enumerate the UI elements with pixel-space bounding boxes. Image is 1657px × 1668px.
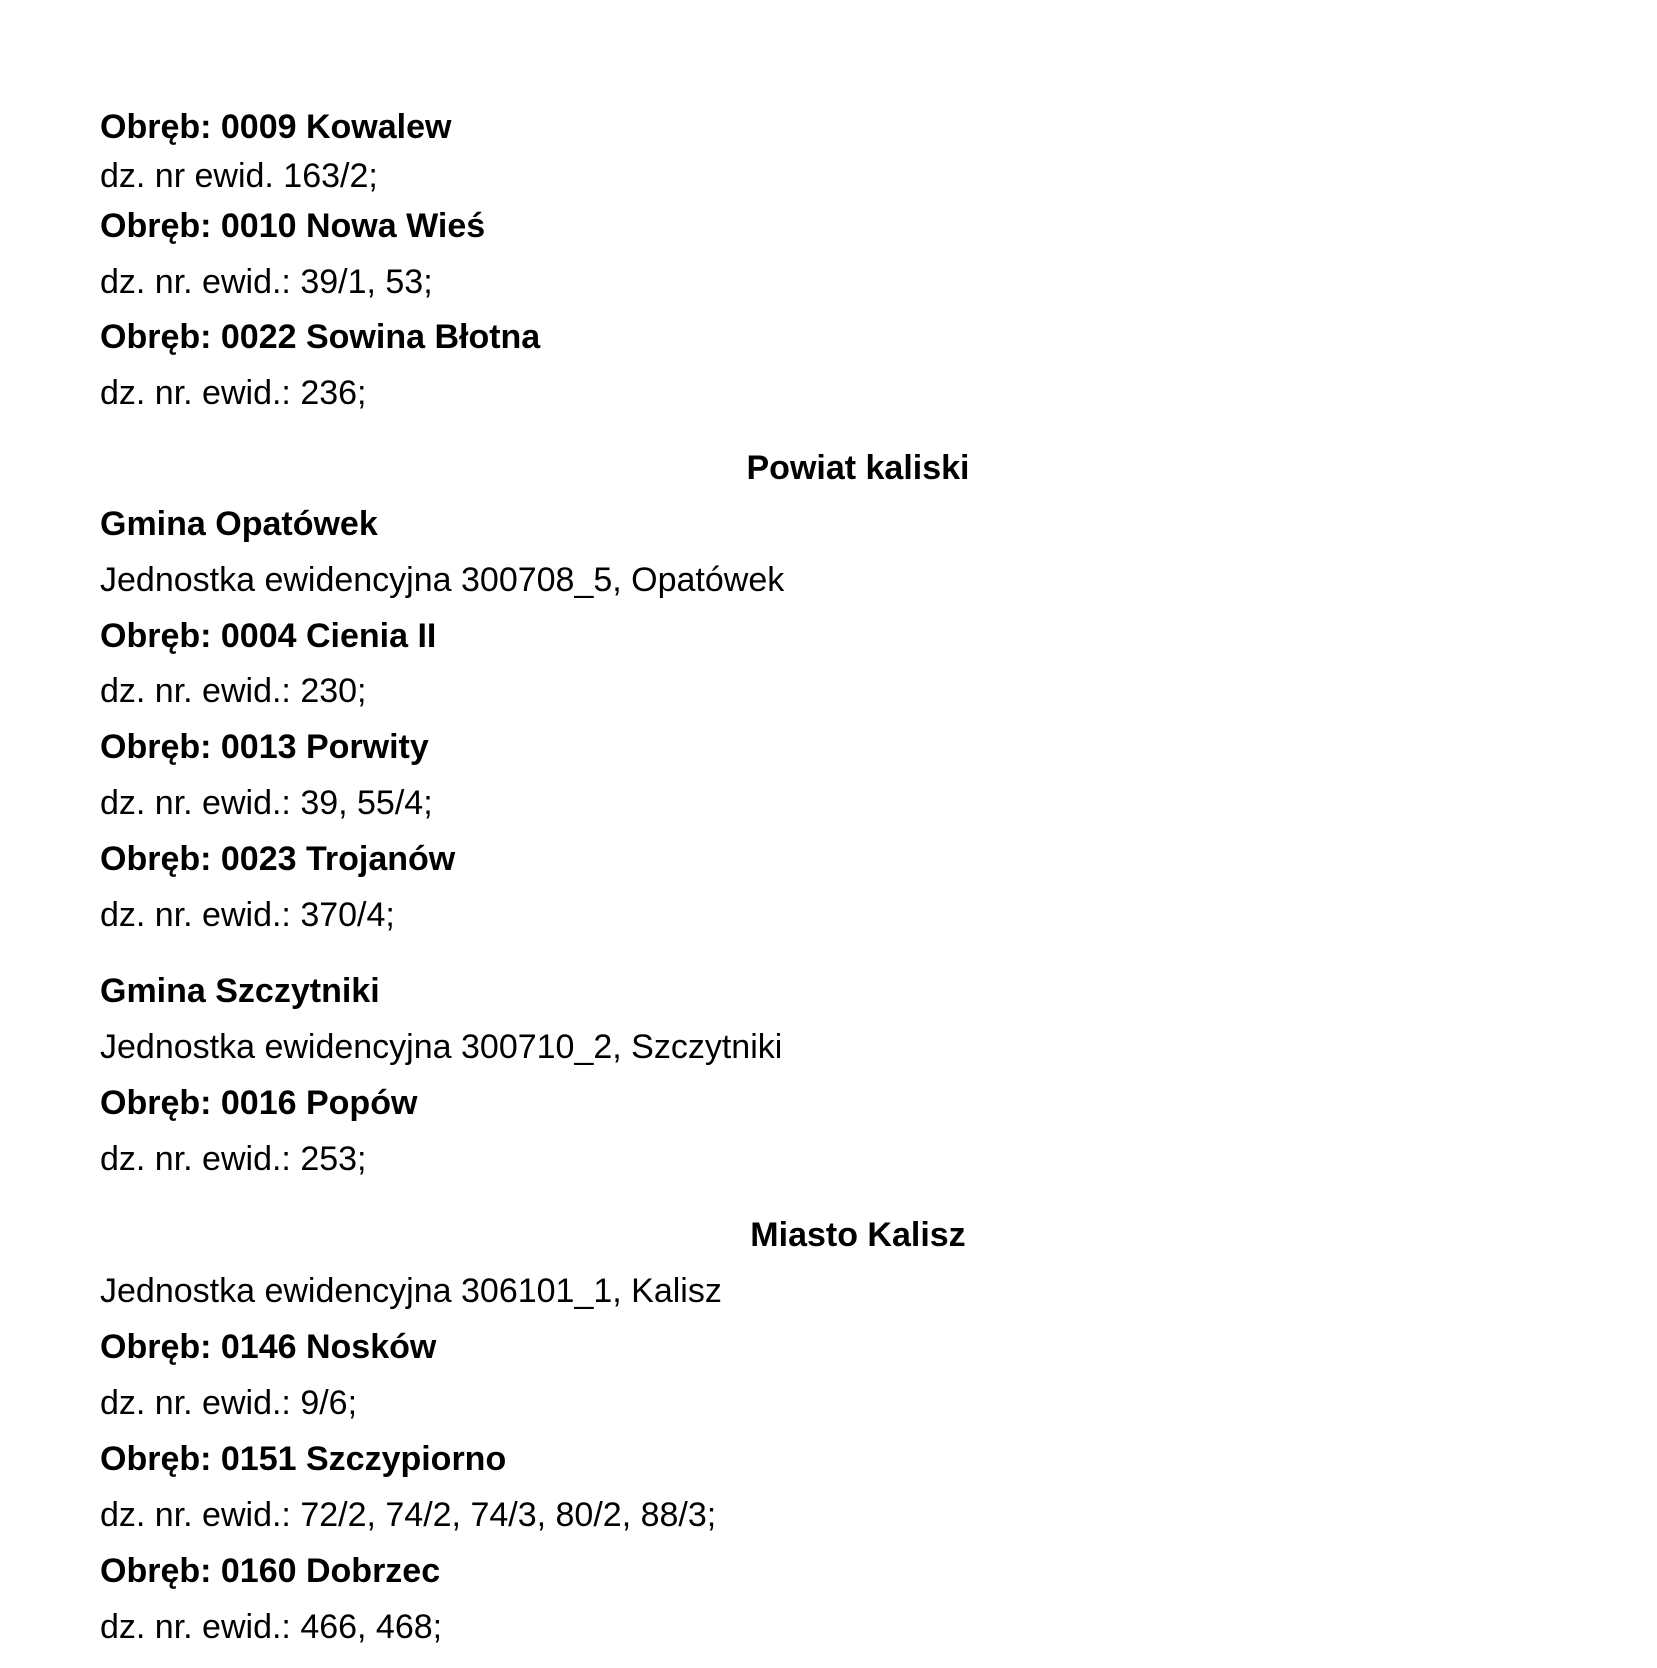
parcel-list-nowa-wies: dz. nr. ewid.: 39/1, 53; [100,263,433,301]
obreb-heading-dobrzec: Obręb: 0160 Dobrzec [100,1552,441,1590]
jednostka-kalisz: Jednostka ewidencyjna 306101_1, Kalisz [100,1272,722,1310]
parcel-list-trojanow: dz. nr. ewid.: 370/4; [100,896,395,934]
obreb-heading-popow: Obręb: 0016 Popów [100,1084,418,1122]
gmina-heading-szczytniki: Gmina Szczytniki [100,972,380,1010]
parcel-list-kowalew: dz. nr ewid. 163/2; [100,157,378,195]
parcel-list-dobrzec: dz. nr. ewid.: 466, 468; [100,1608,443,1646]
obreb-heading-szczypiorno: Obręb: 0151 Szczypiorno [100,1440,507,1478]
obreb-heading-porwity: Obręb: 0013 Porwity [100,728,429,766]
jednostka-opatowek: Jednostka ewidencyjna 300708_5, Opatówek [100,561,785,599]
obreb-heading-noskow: Obręb: 0146 Nosków [100,1328,437,1366]
obreb-heading-cienia-ii: Obręb: 0004 Cienia II [100,617,437,655]
parcel-list-sowina-blotna: dz. nr. ewid.: 236; [100,374,367,412]
parcel-list-porwity: dz. nr. ewid.: 39, 55/4; [100,784,433,822]
obreb-heading-nowa-wies: Obręb: 0010 Nowa Wieś [100,207,486,245]
parcel-list-noskow: dz. nr. ewid.: 9/6; [100,1384,358,1422]
obreb-heading-trojanow: Obręb: 0023 Trojanów [100,840,456,878]
parcel-list-szczypiorno: dz. nr. ewid.: 72/2, 74/2, 74/3, 80/2, 88/3; [100,1496,717,1534]
parcel-list-popow: dz. nr. ewid.: 253; [100,1140,367,1178]
gmina-heading-opatowek: Gmina Opatówek [100,505,378,543]
section-heading-powiat-kaliski: Powiat kaliski [746,449,970,487]
obreb-heading-sowina-blotna: Obręb: 0022 Sowina Błotna [100,318,541,356]
parcel-list-cienia-ii: dz. nr. ewid.: 230; [100,672,367,710]
obreb-heading-kowalew: Obręb: 0009 Kowalew [100,108,452,146]
section-heading-miasto-kalisz: Miasto Kalisz [750,1216,966,1254]
jednostka-szczytniki: Jednostka ewidencyjna 300710_2, Szczytniki [100,1028,783,1066]
